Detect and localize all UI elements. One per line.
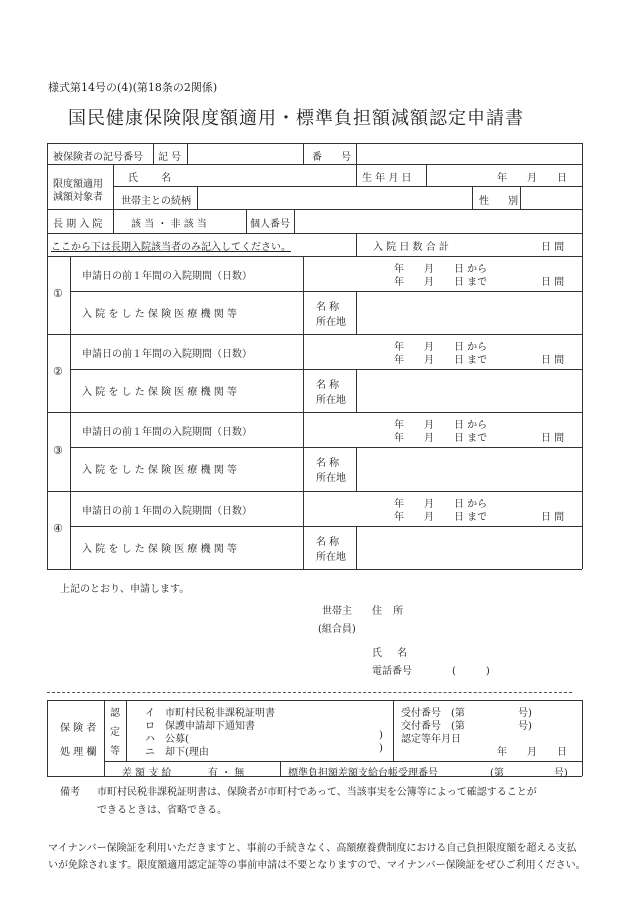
mynumber-line-1: マイナンバー保険証を利用いただきますと、事前の手続きなく、高額療養費制度における自己負担限度額を超える支払 — [48, 843, 577, 854]
cert-date: 認定等年月日 — [401, 734, 461, 745]
relation-label: 世帯主との続柄 — [121, 196, 191, 207]
period-days: 日 間 — [541, 277, 565, 288]
notes-line-2: できるときは、省略できる。 — [97, 805, 227, 816]
page-title: 国民健康保険限度額適用・標準負担額減額認定申請書 — [68, 108, 524, 129]
applicable-label: 該 当 ・ 非 該 当 — [131, 219, 207, 230]
number-label: 番 号 — [312, 152, 360, 163]
delivery-no: 交付番号 (第 — [401, 721, 465, 732]
form-number: 様式第14号の(4)(第18条の2関係) — [48, 81, 218, 94]
institution-name-label: 名 称 — [316, 458, 340, 469]
declaration-text: 上記のとおり、申請します。 — [60, 584, 190, 595]
total-days-label: 入 院 日 数 合 計 — [373, 242, 449, 253]
institution-address-label: 所在地 — [316, 552, 346, 563]
receipt-no: 受付番号 (第 — [401, 708, 465, 719]
period-number: ③ — [53, 443, 63, 457]
birthdate-label: 生 年 月 日 — [362, 173, 412, 184]
period-number: ① — [53, 287, 63, 300]
period-number: ④ — [53, 522, 63, 535]
cert-item-1: イ 市町村民税非課税証明書 — [145, 708, 275, 719]
symbol-number-label: 被保険者の記号番号 — [53, 152, 143, 163]
total-days-unit: 日 間 — [541, 242, 565, 253]
ledger-no: (第 号) — [490, 768, 568, 779]
individual-number-label: 個人番号 — [250, 219, 290, 230]
long-term-label: 長 期 入 院 — [53, 219, 103, 230]
period-label: 申請日の前１年間の入院期間（日数） — [82, 506, 252, 517]
period-from: 年 月 日 から — [394, 342, 488, 353]
institution-label: 入 院 を し た 保 険 医 療 機 関 等 — [82, 465, 237, 476]
institution-label: 入 院 を し た 保 険 医 療 機 関 等 — [82, 309, 237, 320]
yes-no: 有 ・ 無 — [208, 768, 245, 779]
institution-address-label: 所在地 — [316, 395, 346, 406]
member-label: (組合員) — [318, 624, 356, 635]
period-label: 申請日の前１年間の入院期間（日数） — [82, 427, 252, 438]
institution-address-label: 所在地 — [316, 473, 346, 484]
period-from: 年 月 日 から — [394, 264, 488, 275]
period-from: 年 月 日 から — [394, 420, 488, 431]
symbol-label: 記 号 — [158, 152, 182, 163]
target-label-2: 減額対象者 — [53, 192, 103, 203]
address-label: 住 所 — [372, 606, 408, 617]
cert-item-3: ハ 公募( — [145, 734, 189, 745]
period-days: 日 間 — [541, 355, 565, 366]
period-label: 申請日の前１年間の入院期間（日数） — [82, 271, 252, 282]
sex-label: 性 別 — [479, 196, 527, 207]
period-from: 年 月 日 から — [394, 499, 488, 510]
period-to: 年 月 日 まで — [394, 512, 488, 523]
diff-pay: 差 額 支 給 — [122, 768, 172, 779]
cert-date-ymd: 年 月 日 — [497, 747, 567, 758]
head-label: 世帯主 — [322, 606, 352, 617]
ledger: 標準負担額差額支給台帳受理番号 — [288, 768, 438, 779]
period-number: ② — [53, 365, 63, 378]
period-days: 日 間 — [541, 512, 565, 523]
institution-label: 入 院 を し た 保 険 医 療 機 関 等 — [82, 544, 237, 555]
notes-label: 備考 — [60, 787, 80, 798]
institution-address-label: 所在地 — [316, 317, 346, 328]
name-label: 氏 名 — [128, 173, 182, 184]
office-label-1: 保 険 者 — [60, 723, 97, 734]
office-label-2: 処 理 欄 — [60, 747, 97, 758]
target-label-1: 限度額適用 — [53, 179, 103, 190]
institution-name-label: 名 称 — [316, 380, 340, 391]
cert-item-2: ロ 保護申請却下通知書 — [145, 721, 255, 732]
institution-label: 入 院 を し た 保 険 医 療 機 関 等 — [82, 387, 237, 398]
notes-line-1: 市町村民税非課税証明書は、保険者が市町村であって、当該事実を公簿等によって確認することが — [97, 787, 537, 798]
period-label: 申請日の前１年間の入院期間（日数） — [82, 349, 252, 360]
long-term-note: ここから下は長期入院該当者のみ記入してください。 — [51, 242, 291, 253]
period-to: 年 月 日 まで — [394, 277, 488, 288]
cert-item-4: ニ 却下(理由 — [145, 747, 209, 758]
name-label-decl: 氏 名 — [372, 648, 414, 659]
phone-paren: ( ) — [452, 666, 490, 677]
period-days: 日 間 — [541, 433, 565, 444]
period-to: 年 月 日 まで — [394, 433, 488, 444]
phone-label: 電話番号 — [372, 666, 412, 677]
mynumber-line-2: いが免除されます。限度額適用認定証等の事前申請は不要となりますので、マイナンバー保険証をぜひご利用ください。 — [48, 860, 586, 871]
period-to: 年 月 日 まで — [394, 355, 488, 366]
institution-name-label: 名 称 — [316, 537, 340, 548]
institution-name-label: 名 称 — [316, 302, 340, 313]
